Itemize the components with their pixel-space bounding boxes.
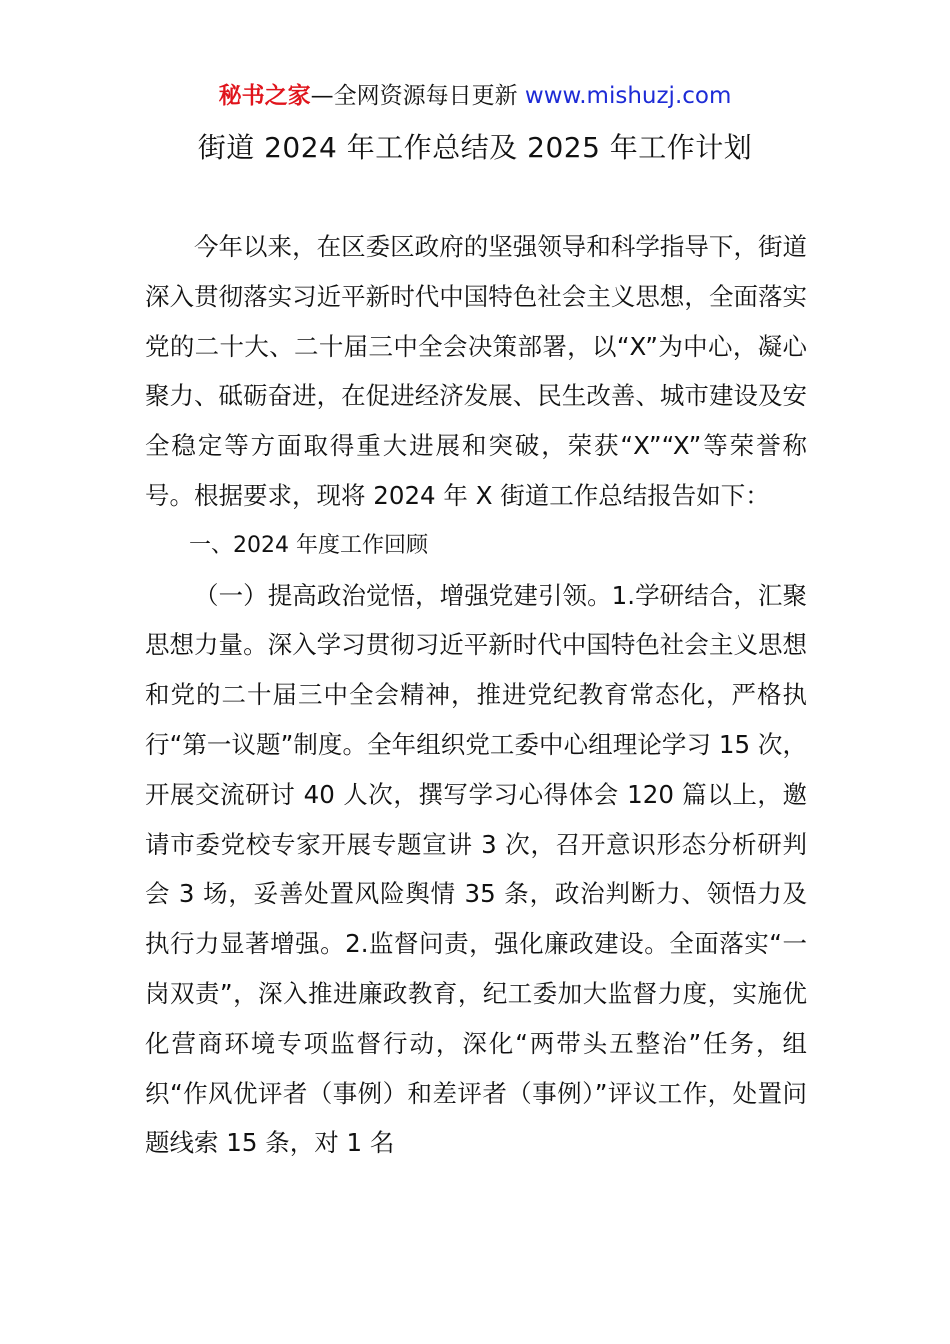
document-body — [145, 222, 807, 1168]
site-brand: 秘书之家 — [218, 83, 311, 109]
section-paragraph: （一）提高政治觉悟，增强党建引领。1.学研结合，汇聚思想力量。深入学习贯彻习近平新时代中国特色社会主义思想和党的二十届三中全会精神，推进党纪教育常态化，严格执行“第一议题”制度。全年组织党工委中心组理论学习 15 次，开展交流研讨 40 人次，撰写学习心得体会 120 篇以上，邀请市委党校专家开展专题宣讲 3 次，召开意识形态分析研判会 3 场，妥善处置风险舆情 35 条，政治判断力、领悟力及执行力显著增强。2.监督问责，强化廉政建设。全面落实“一岗双责”，深入推进廉政教育，纪工委加大监督力度，实施优化营商环境专项监督行动，深化“两带头五整治”任务，组织“作风优评者（事例）和差评者（事例）”评议工作，处置问题线索 15 条，对 1 名 — [145, 580, 807, 1158]
document-title: 街道 2024 年工作总结及 2025 年工作计划 — [197, 131, 753, 164]
site-tagline: —全网资源每日更新 — [310, 83, 518, 109]
intro-paragraph: 今年以来，在区委区政府的坚强领导和科学指导下，街道深入贯彻落实习近平新时代中国特色社会主义思想，全面落实党的二十大、二十届三中全会决策部署，以“X”为中心，凝心聚力、砥砺奋进，在促进经济发展、民生改善、城市建设及安全稳定等方面取得重大进展和突破，荣获“X”“X”等荣誉称号。根据要求，现将 2024 年 X 街道工作总结报告如下： — [145, 232, 807, 510]
site-url-link[interactable]: www.mishuzj.com — [524, 83, 732, 109]
site-header — [0, 78, 950, 114]
section-heading: 一、2024 年度工作回顾 — [189, 532, 428, 558]
